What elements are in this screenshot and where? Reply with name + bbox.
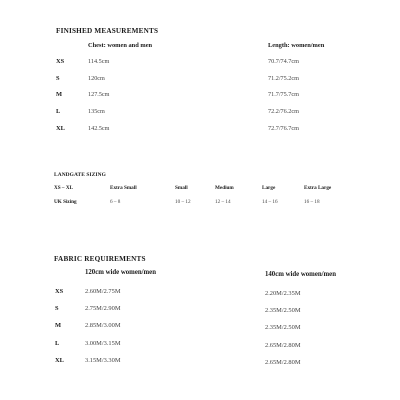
size-label: XL	[55, 357, 64, 364]
size-label: XS	[55, 288, 64, 295]
size-label: S	[56, 75, 60, 82]
landgate-size-name: Extra Large	[304, 185, 332, 191]
chest-value: 127.5cm	[88, 91, 110, 98]
landgate-sizing-title: LANDGATE SIZING	[54, 172, 106, 178]
fabric-120-column-header: 120cm wide women/men	[85, 269, 156, 276]
size-label: M	[56, 91, 63, 98]
length-value: 72.7/76.7cm	[268, 125, 299, 132]
landgate-size-name: Small	[175, 185, 188, 191]
landgate-range-label: XS – XL	[54, 185, 74, 191]
fabric-140-value: 2.65M/2.80M	[265, 342, 301, 349]
landgate-size-name: Large	[262, 185, 276, 191]
chest-value: 135cm	[88, 108, 105, 115]
finished-measurements-title: FINISHED MEASUREMENTS	[56, 27, 159, 35]
chest-value: 120cm	[88, 75, 105, 82]
length-value: 70.7/74.7cm	[268, 58, 299, 65]
uk-size-value: 12 – 14	[215, 199, 231, 205]
size-label: L	[56, 108, 61, 115]
fabric-140-value: 2.20M/2.35M	[265, 290, 301, 297]
chest-value: 114.5cm	[88, 58, 110, 65]
fabric-requirements-title: FABRIC REQUIREMENTS	[54, 255, 146, 263]
landgate-size-name: Extra Small	[110, 185, 137, 191]
chest-value: 142.5cm	[88, 125, 110, 132]
length-value: 72.2/76.2cm	[268, 108, 299, 115]
uk-size-value: 14 – 16	[262, 199, 278, 205]
chest-column-header: Chest: women and men	[88, 42, 153, 49]
size-label: S	[55, 305, 59, 312]
length-column-header: Length: women/men	[268, 42, 325, 49]
length-value: 71.7/75.7cm	[268, 91, 299, 98]
fabric-120-value: 3.15M/3.30M	[85, 357, 121, 364]
uk-size-value: 16 – 18	[304, 199, 320, 205]
uk-size-value: 6 – 8	[110, 199, 121, 205]
size-label: M	[55, 322, 62, 329]
fabric-140-value: 2.65M/2.80M	[265, 359, 301, 366]
fabric-140-value: 2.35M/2.50M	[265, 307, 301, 314]
size-label: XS	[56, 58, 65, 65]
fabric-120-value: 2.85M/3.00M	[85, 322, 121, 329]
uk-sizing-label: UK Sizing	[54, 199, 77, 205]
uk-size-value: 10 – 12	[175, 199, 191, 205]
size-label: XL	[56, 125, 65, 132]
landgate-size-name: Medium	[215, 185, 234, 191]
fabric-120-value: 3.00M/3.15M	[85, 340, 121, 347]
fabric-120-value: 2.75M/2.90M	[85, 305, 121, 312]
fabric-140-column-header: 140cm wide women/men	[265, 271, 336, 278]
fabric-120-value: 2.60M/2.75M	[85, 288, 121, 295]
fabric-140-value: 2.35M/2.50M	[265, 324, 301, 331]
size-label: L	[55, 340, 60, 347]
length-value: 71.2/75.2cm	[268, 75, 299, 82]
